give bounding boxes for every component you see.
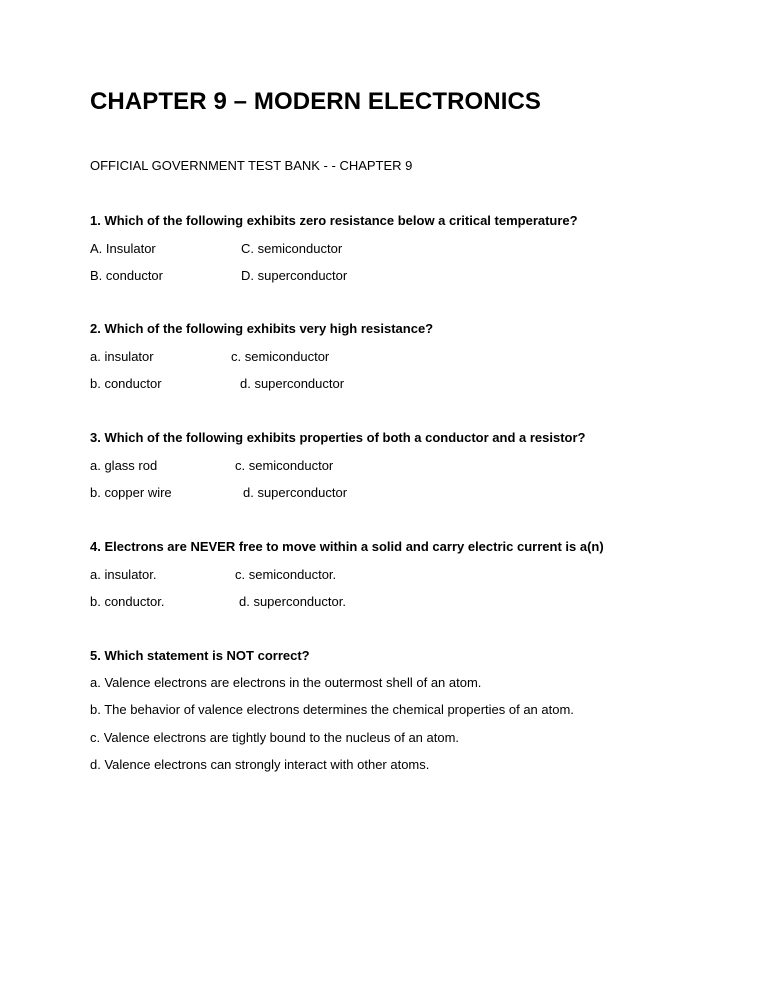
question-text: 1. Which of the following exhibits zero resistance below a critical temperature? (90, 213, 578, 228)
option-d: d. superconductor (243, 485, 348, 500)
option-d: d. superconductor. (239, 594, 346, 609)
page-title: CHAPTER 9 – MODERN ELECTRONICS (90, 88, 542, 115)
option-a: A. Insulator (90, 241, 156, 256)
option-d: d. Valence electrons can strongly interact with other atoms. (90, 757, 430, 772)
option-c: C. semiconductor (241, 241, 343, 256)
option-c: c. semiconductor. (235, 567, 337, 582)
option-c: c. Valence electrons are tightly bound to the nucleus of an atom. (90, 730, 460, 745)
question-text: 3. Which of the following exhibits properties of both a conductor and a resistor? (90, 430, 586, 445)
option-a: a. glass rod (90, 458, 158, 473)
option-d: d. superconductor (240, 376, 345, 391)
option-b: b. conductor. (90, 594, 165, 609)
option-c: c. semiconductor (231, 349, 330, 364)
option-a: a. insulator (90, 349, 154, 364)
option-a: a. Valence electrons are electrons in the outermost shell of an atom. (90, 675, 482, 690)
question-text: 5. Which statement is NOT correct? (90, 648, 310, 663)
question-text: 2. Which of the following exhibits very high resistance? (90, 321, 434, 336)
page-subtitle: OFFICIAL GOVERNMENT TEST BANK - - CHAPTER 9 (90, 158, 413, 173)
option-b: b. The behavior of valence electrons determines the chemical properties of an atom. (90, 702, 574, 717)
question-text: 4. Electrons are NEVER free to move within a solid and carry electric current is a(n) (90, 539, 604, 554)
option-b: b. copper wire (90, 485, 172, 500)
option-c: c. semiconductor (235, 458, 334, 473)
option-d: D. superconductor (241, 268, 348, 283)
option-a: a. insulator. (90, 567, 157, 582)
option-b: B. conductor (90, 268, 163, 283)
option-b: b. conductor (90, 376, 162, 391)
